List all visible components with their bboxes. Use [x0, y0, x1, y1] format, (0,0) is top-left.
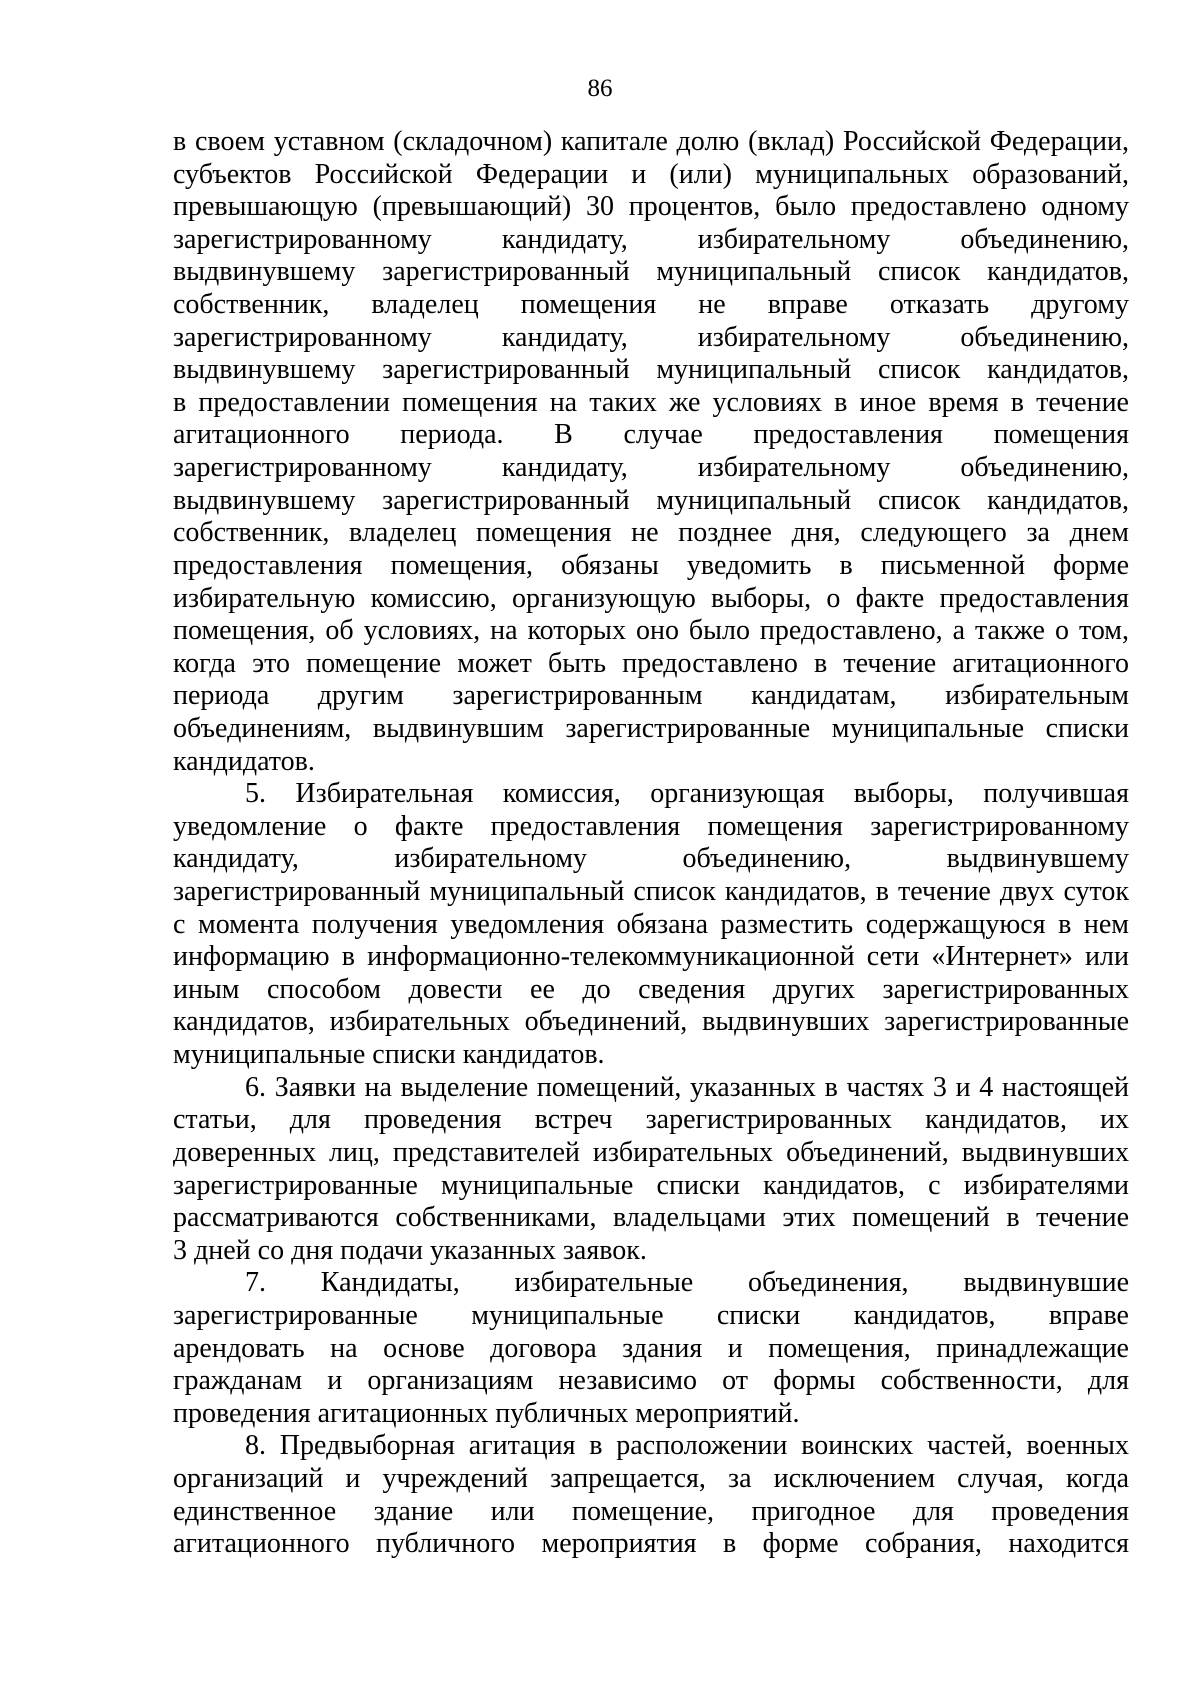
- text-line: превышающую (превышающий) 30 процентов, было предоставлено одному: [173, 191, 1129, 223]
- text-line: доверенных лиц, представителей избирательных объединений, выдвинувших: [173, 1136, 1129, 1168]
- text-line: зарегистрированному кандидату, избирательному объединению,: [173, 223, 1129, 255]
- text-line: уведомление о факте предоставления помещения зарегистрированному: [173, 810, 1129, 842]
- page-number: 86: [587, 75, 613, 102]
- text-line: проведения агитационных публичных мероприятий.: [173, 1397, 800, 1429]
- text-line: кандидатов.: [173, 745, 315, 777]
- text-line: выдвинувшему зарегистрированный муниципальный список кандидатов,: [173, 484, 1129, 516]
- text-line: арендовать на основе договора здания и помещения, принадлежащие: [173, 1332, 1129, 1364]
- text-line: периода другим зарегистрированным кандидатам, избирательным: [173, 680, 1129, 712]
- text-line: зарегистрированному кандидату, избирательному объединению,: [173, 321, 1129, 353]
- text-line: зарегистрированному кандидату, избирательному объединению,: [173, 452, 1129, 484]
- text-line: помещения, об условиях, на которых оно было предоставлено, а также о том,: [173, 615, 1129, 647]
- text-line: объединениям, выдвинувшим зарегистрированные муниципальные списки: [173, 712, 1129, 744]
- text-line: агитационного периода. В случае предоставления помещения: [173, 419, 1129, 451]
- text-line: иным способом довести ее до сведения других зарегистрированных: [173, 973, 1129, 1005]
- text-line: с момента получения уведомления обязана разместить содержащуюся в нем: [173, 908, 1129, 940]
- text-line: в своем уставном (складочном) капитале долю (вклад) Российской Федерации,: [173, 126, 1129, 157]
- text-line: собственник, владелец помещения не позднее дня, следующего за днем: [173, 517, 1129, 549]
- text-line: информацию в информационно-телекоммуникационной сети «Интернет» или: [173, 941, 1129, 973]
- text-line: 7. Кандидаты, избирательные объединения, выдвинувшие: [245, 1267, 1129, 1299]
- text-line: рассматриваются собственниками, владельцами этих помещений в течение: [173, 1202, 1129, 1234]
- text-line: когда это помещение может быть предоставлено в течение агитационного: [173, 647, 1129, 679]
- text-line: организаций и учреждений запрещается, за исключением случая, когда: [173, 1462, 1129, 1494]
- text-line: выдвинувшему зарегистрированный муниципальный список кандидатов,: [173, 256, 1129, 288]
- text-line: гражданам и организациям независимо от формы собственности, для: [173, 1365, 1129, 1397]
- body-text: [173, 126, 1129, 1561]
- text-line: единственное здание или помещение, пригодное для проведения: [173, 1495, 1129, 1527]
- text-line: 5. Избирательная комиссия, организующая выборы, получившая: [245, 778, 1129, 810]
- text-line: зарегистрированные муниципальные списки кандидатов, с избирателями: [173, 1169, 1129, 1201]
- text-line: кандидату, избирательному объединению, выдвинувшему: [173, 843, 1129, 875]
- text-line: в предоставлении помещения на таких же условиях в иное время в течение: [173, 386, 1129, 418]
- text-line: зарегистрированные муниципальные списки кандидатов, вправе: [173, 1299, 1129, 1331]
- text-line: муниципальные списки кандидатов.: [173, 1039, 605, 1071]
- text-line: 8. Предвыборная агитация в расположении воинских частей, военных: [245, 1430, 1129, 1462]
- text-line: выдвинувшему зарегистрированный муниципальный список кандидатов,: [173, 354, 1129, 386]
- text-line: кандидатов, избирательных объединений, выдвинувших зарегистрированные: [173, 1006, 1129, 1038]
- text-line: 6. Заявки на выделение помещений, указанных в частях 3 и 4 настоящей: [245, 1071, 1129, 1103]
- text-line: агитационного публичного мероприятия в форме собрания, находится: [173, 1528, 1129, 1560]
- text-line: 3 дней со дня подачи указанных заявок.: [173, 1234, 647, 1266]
- text-line: избирательную комиссию, организующую выборы, о факте предоставления: [173, 582, 1129, 614]
- text-line: субъектов Российской Федерации и (или) муниципальных образований,: [173, 158, 1129, 190]
- text-line: предоставления помещения, обязаны уведомить в письменной форме: [173, 549, 1129, 581]
- text-line: зарегистрированный муниципальный список кандидатов, в течение двух суток: [173, 876, 1129, 908]
- text-line: собственник, владелец помещения не вправе отказать другому: [173, 289, 1129, 321]
- text-line: статьи, для проведения встреч зарегистрированных кандидатов, их: [173, 1104, 1129, 1136]
